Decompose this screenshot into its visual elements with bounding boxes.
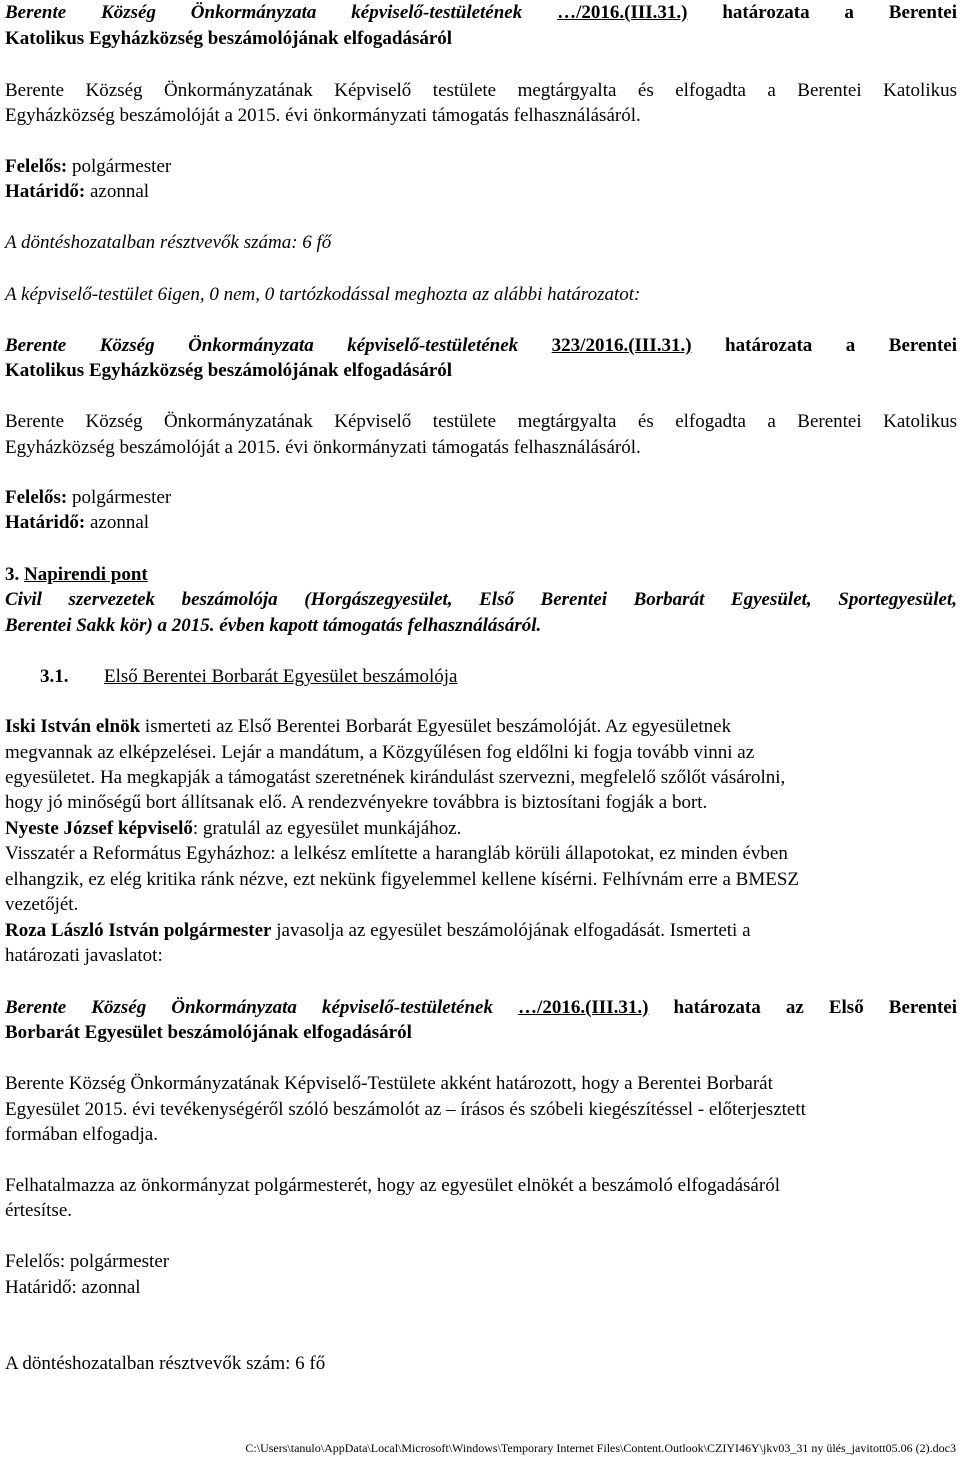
resolution-2-title-line2: Katolikus Egyházközség beszámolójának elfogadásáról (5, 360, 453, 381)
deadline-value: azonnal (89, 181, 150, 202)
discussion-p1-line4: hogy jó minőségű bort állítsanak elő. A rendezvényekre továbbra is biztosítani fogják a bort. (5, 792, 708, 813)
resolution-3-participants: A döntéshozatalban résztvevők szám: 6 fő (5, 1353, 326, 1374)
discussion-p3-line1: Visszatér a Református Egyházhoz: a lelkész említette a harangláb körüli állapotokat, ez minden évben (5, 843, 788, 864)
responsible-label: Felelős: (5, 156, 68, 177)
resolution-3-title-line2: Borbarát Egyesület beszámolójának elfogadásáról (5, 1022, 412, 1043)
speaker-name: Iski István elnök (5, 716, 141, 737)
discussion-p3-line3: vezetőjét. (5, 894, 79, 915)
resolution-2-deadline (5, 512, 957, 534)
discussion-text: javasolja az egyesület beszámolójának elfogadását. Ismerteti a (276, 920, 751, 941)
resolution-2-title (5, 335, 957, 357)
speaker-name: Nyeste József képviselő (5, 818, 193, 839)
resolution-1-body-line2: Egyházközség beszámolóját a 2015. évi önkormányzati támogatás felhasználásáról. (5, 105, 641, 126)
resolution-1-number: …/2016.(III.31.) (557, 2, 688, 23)
resolution-1-title (5, 2, 957, 24)
resolution-3-body2-line1: Felhatalmazza az önkormányzat polgármesterét, hogy az egyesület elnökét a beszámoló elfogadásáról (5, 1175, 780, 1196)
resolution-2-number: 323/2016.(III.31.) (551, 335, 692, 356)
discussion-p2 (5, 818, 957, 840)
resolution-2-body-line1: Berente Község Önkormányzatának Képviselő testülete megtárgyalta és elfogadta a Berentei Katolikus (5, 411, 957, 432)
resolution-3-body-line2: Egyesület 2015. évi tevékenységéről szóló beszámolót az – írásos és szóbeli kiegészítéssel - előterjesztett (5, 1099, 806, 1120)
resolution-2-issuer: Berente Község Önkormányzata képviselő-testületének (5, 335, 519, 356)
responsible-value: polgármester (72, 156, 172, 177)
resolution-2-subject: határozata a Berentei (725, 335, 958, 356)
resolution-3-deadline: Határidő: azonnal (5, 1277, 141, 1298)
footer-file-path: C:\Users\tanulo\AppData\Local\Microsoft\Windows\Temporary Internet Files\Content.Outlook\CZIYI46Y\jkv03_31 ny ülés_javitott05.06 (2).doc3 (245, 1441, 956, 1455)
speaker-name: Roza László István polgármester (5, 920, 272, 941)
resolution-1-responsible (5, 156, 957, 178)
resolution-3-title (5, 997, 957, 1019)
agenda-title-line1: Civil szervezetek beszámolója (Horgászegyesület, Első Berentei Borbarát Egyesület, Sportegyesület, (5, 589, 957, 610)
discussion-p4-line2: határozati javaslatot: (5, 945, 163, 966)
discussion-p1-line2: megvannak az elképzelései. Lejár a mandátum, a Közgyűlésen fog eldőlni ki fogja tovább vinni az (5, 742, 755, 763)
resolution-3-number: …/2016.(III.31.) (518, 997, 649, 1018)
resolution-2-responsible (5, 487, 957, 509)
resolution-3-body-line1: Berente Község Önkormányzatának Képviselő-Testülete akként határozott, hogy a Berentei Borbarát (5, 1073, 773, 1094)
agenda-number: 3. (5, 564, 20, 585)
resolution-1-subject: határozata a Berentei (722, 2, 958, 23)
responsible-label: Felelős: (5, 487, 68, 508)
agenda-heading (5, 564, 957, 586)
subsection-number: 3.1. (40, 666, 69, 687)
responsible-value: polgármester (72, 487, 172, 508)
resolution-2-body-line2: Egyházközség beszámolóját a 2015. évi önkormányzati támogatás felhasználásáról. (5, 437, 641, 458)
deadline-label: Határidő: (5, 181, 86, 202)
resolution-3-responsible: Felelős: polgármester (5, 1251, 170, 1272)
resolution-1-issuer: Berente Község Önkormányzata képviselő-testületének (5, 2, 523, 23)
subsection-title: Első Berentei Borbarát Egyesület beszámolója (104, 666, 458, 687)
deadline-label: Határidő: (5, 512, 86, 533)
agenda-label: Napirendi pont (24, 564, 148, 585)
resolution-3-body2-line2: értesítse. (5, 1200, 73, 1221)
vote-result: A képviselő-testület 6igen, 0 nem, 0 tartózkodással meghozta az alábbi határozatot: (5, 284, 641, 305)
discussion-p1-line3: egyesületet. Ha megkapják a támogatást szeretnének kirándulást szervezni, megfelelő szőlőt vásárolni, (5, 767, 786, 788)
resolution-1-body-line1: Berente Község Önkormányzatának Képviselő testülete megtárgyalta és elfogadta a Berentei Katolikus (5, 80, 957, 101)
discussion-p4-line1 (5, 920, 957, 942)
agenda-title-line2: Berentei Sakk kör) a 2015. évben kapott támogatás felhasználásáról. (5, 615, 542, 636)
resolution-1-deadline (5, 181, 957, 203)
discussion-text: : gratulál az egyesület munkájához. (192, 818, 462, 839)
deadline-value: azonnal (89, 512, 150, 533)
vote-participants: A döntéshozatalban résztvevők száma: 6 fő (5, 232, 332, 253)
resolution-3-issuer: Berente Község Önkormányzata képviselő-testületének (5, 997, 493, 1018)
discussion-p3-line2: elhangzik, ez elég kritika ránk nézve, ezt nekünk figyelemmel kellene kísérni. Felhívnám erre a BMESZ (5, 869, 800, 890)
resolution-3-body-line3: formában elfogadja. (5, 1124, 158, 1145)
resolution-1-title-line2: Katolikus Egyházközség beszámolójának elfogadásáról (5, 28, 453, 49)
resolution-3-subject: határozata az Első Berentei (673, 997, 958, 1018)
discussion-text: ismerteti az Első Berentei Borbarát Egyesület beszámolóját. Az egyesületnek (144, 716, 732, 737)
discussion-p1-line1 (5, 716, 957, 738)
